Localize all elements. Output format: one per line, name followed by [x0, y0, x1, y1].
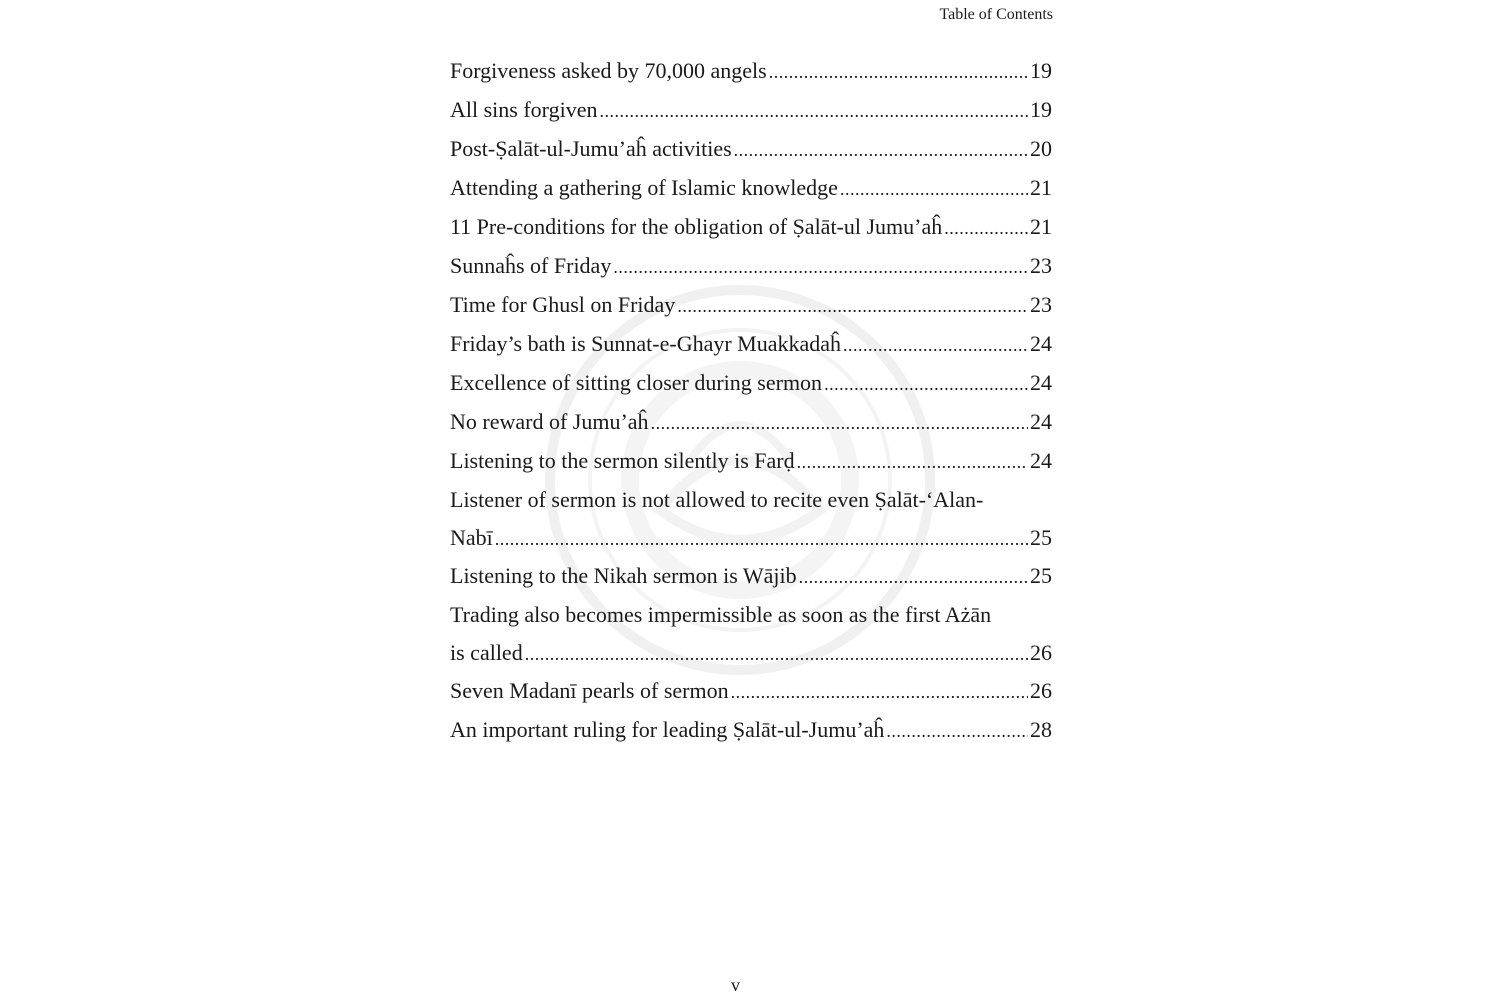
toc-entry-title: Forgiveness asked by 70,000 angels: [450, 58, 767, 83]
dot-leader: [734, 131, 1028, 170]
toc-entry[interactable]: [450, 207, 1052, 246]
toc-entry[interactable]: [450, 441, 1052, 480]
toc-entry-page: 23: [1030, 253, 1052, 278]
dot-leader: [886, 712, 1028, 751]
toc-entry-title: Listening to the sermon silently is Farḍ: [450, 448, 795, 473]
toc-entry-page: 26: [1030, 640, 1052, 665]
toc-entry[interactable]: [450, 246, 1052, 285]
toc-entry-title: All sins forgiven: [450, 97, 598, 122]
table-of-contents: [450, 51, 1052, 749]
toc-entry-title: Time for Ghusl on Friday: [450, 292, 676, 317]
dot-leader: [944, 209, 1028, 248]
toc-entry-page: 25: [1030, 563, 1052, 588]
toc-entry-title: An important ruling for leading Ṣalāt-ul-Jumu’aĥ: [450, 717, 885, 742]
toc-entry-page: 24: [1030, 409, 1052, 434]
toc-entry-title-line1: Listener of sermon is not allowed to recite even Ṣalāt-‘Alan-: [450, 487, 984, 512]
toc-entry[interactable]: [450, 51, 1052, 90]
running-header: Table of Contents: [939, 6, 1053, 23]
toc-entry[interactable]: [450, 480, 1052, 556]
toc-entry[interactable]: [450, 363, 1052, 402]
toc-entry-page: 24: [1030, 448, 1052, 473]
toc-entry[interactable]: [450, 324, 1052, 363]
toc-entry-page: 21: [1030, 214, 1052, 239]
dot-leader: [651, 404, 1028, 443]
toc-entry-page: 19: [1030, 58, 1052, 83]
toc-entry-title: is called: [450, 640, 523, 665]
toc-entry[interactable]: [450, 402, 1052, 441]
page-number: v: [731, 975, 740, 995]
toc-entry[interactable]: [450, 710, 1052, 749]
dot-leader: [677, 287, 1028, 326]
toc-entry-title: 11 Pre-conditions for the obligation of Ṣalāt-ul Jumu’aĥ: [450, 214, 943, 239]
toc-entry-title-line1: Trading also becomes impermissible as soon as the first Ażān: [450, 602, 992, 627]
toc-entry-page: 28: [1030, 717, 1052, 742]
toc-entry-page: 25: [1030, 525, 1052, 550]
toc-entry-page: 19: [1030, 97, 1052, 122]
toc-entry-page: 24: [1030, 331, 1052, 356]
toc-entry-title: Nabī: [450, 525, 493, 550]
dot-leader: [731, 673, 1028, 712]
toc-entry-title: Sunnaĥs of Friday: [450, 253, 612, 278]
dot-leader: [599, 92, 1028, 131]
toc-entry-page: 23: [1030, 292, 1052, 317]
dot-leader: [824, 365, 1028, 404]
dot-leader: [797, 443, 1028, 482]
dot-leader: [843, 326, 1028, 365]
toc-entry-title: Friday’s bath is Sunnat-e-Ghayr Muakkadaĥ: [450, 331, 842, 356]
toc-entry-title: Listening to the Nikah sermon is Wājib: [450, 563, 797, 588]
toc-entry-title: Post-Ṣalāt-ul-Jumu’aĥ activities: [450, 136, 732, 161]
dot-leader: [769, 53, 1028, 92]
toc-entry[interactable]: [450, 168, 1052, 207]
dot-leader: [840, 170, 1028, 209]
toc-entry[interactable]: [450, 671, 1052, 710]
toc-entry[interactable]: [450, 595, 1052, 671]
dot-leader: [613, 248, 1028, 287]
toc-entry-title: Attending a gathering of Islamic knowledge: [450, 175, 838, 200]
toc-entry-page: 26: [1030, 678, 1052, 703]
toc-entry[interactable]: [450, 129, 1052, 168]
toc-entry[interactable]: [450, 285, 1052, 324]
toc-entry-page: 21: [1030, 175, 1052, 200]
toc-entry-title: No reward of Jumu’aĥ: [450, 409, 649, 434]
dot-leader: [525, 635, 1028, 674]
toc-entry-title: Excellence of sitting closer during sermon: [450, 370, 823, 395]
toc-entry-page: 20: [1030, 136, 1052, 161]
toc-entry[interactable]: [450, 556, 1052, 595]
dot-leader: [495, 520, 1028, 559]
toc-entry-title: Seven Madanī pearls of sermon: [450, 678, 729, 703]
dot-leader: [799, 558, 1028, 597]
toc-entry-page: 24: [1030, 370, 1052, 395]
toc-entry[interactable]: [450, 90, 1052, 129]
